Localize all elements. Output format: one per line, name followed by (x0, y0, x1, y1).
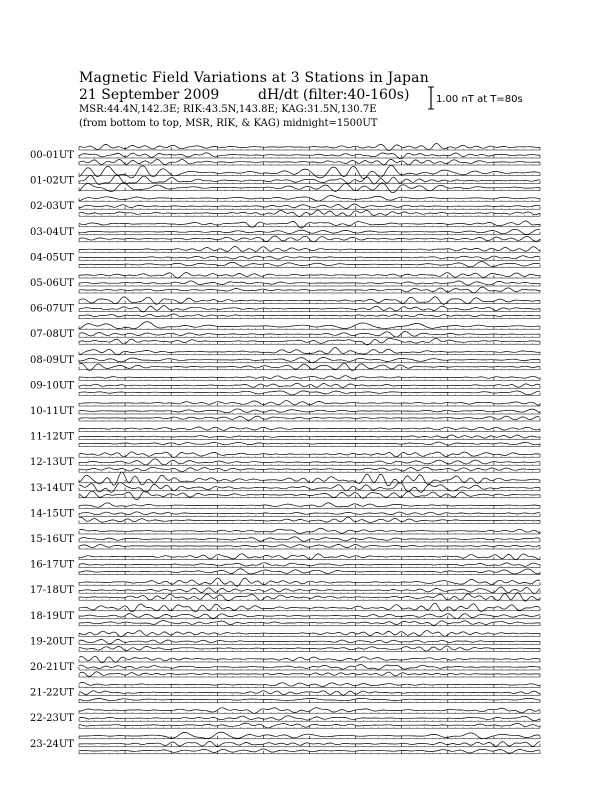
hour-panel (30, 144, 540, 166)
hour-label: 11-12UT (30, 431, 74, 443)
hour-label: 13-14UT (30, 482, 74, 494)
hour-panel (30, 376, 540, 396)
hour-label: 18-19UT (30, 610, 74, 622)
hour-panel (30, 656, 540, 677)
hour-label: 22-23UT (30, 713, 74, 725)
hour-panel (30, 732, 540, 754)
hour-panel (30, 472, 540, 500)
hour-panel (30, 554, 540, 575)
hour-panel (30, 528, 540, 549)
hour-panel (30, 682, 540, 702)
hour-panel (30, 708, 540, 729)
hour-panel (30, 165, 540, 192)
scale-label: 1.00 nT at T=80s (436, 94, 523, 105)
hour-panel (30, 631, 540, 652)
hour-panel (30, 401, 540, 421)
station-coordinates: MSR:44.4N,142.3E; RIK:43.5N,143.8E; KAG:31.5N,130.7E (79, 104, 377, 115)
hour-label: 00-01UT (30, 150, 74, 161)
hour-panel (30, 196, 540, 217)
hour-label: 14-15UT (30, 508, 74, 520)
hour-panel (30, 297, 540, 319)
hour-panel (30, 347, 540, 370)
hour-label: 21-22UT (30, 687, 74, 699)
hour-panel (30, 452, 540, 473)
hour-label: 02-03UT (30, 201, 74, 213)
hour-label: 17-18UT (30, 585, 74, 597)
hour-label: 20-21UT (30, 662, 74, 673)
hour-label: 12-13UT (30, 457, 74, 469)
hour-panel (30, 603, 540, 626)
hour-label: 15-16UT (30, 534, 74, 545)
hour-label: 01-02UT (30, 175, 74, 187)
hour-panel (30, 503, 540, 524)
hour-label: 05-06UT (30, 278, 74, 289)
chart-date: 21 September 2009 (79, 87, 220, 103)
hour-label: 06-07UT (30, 303, 74, 315)
station-trace-KAG (79, 165, 540, 178)
station-trace-RIK (79, 563, 540, 567)
hour-label: 04-05UT (30, 252, 74, 264)
hour-label: 08-09UT (30, 354, 74, 366)
hour-label: 23-24UT (30, 738, 74, 750)
hour-panel (30, 578, 540, 601)
station-trace-MSR (79, 491, 540, 500)
station-order-note: (from bottom to top, MSR, RIK, & KAG) midnight=1500UT (79, 118, 378, 129)
hour-panel (30, 427, 540, 447)
chart-title: Magnetic Field Variations at 3 Stations in Japan (79, 70, 429, 86)
hour-label: 07-08UT (30, 329, 74, 341)
hour-label: 19-20UT (30, 636, 74, 648)
station-trace-KAG (79, 472, 540, 486)
hour-panel (30, 221, 540, 242)
hour-label: 03-04UT (30, 226, 74, 238)
chart-parameter: dH/dt (filter:40-160s) (258, 87, 410, 103)
hour-panel (30, 246, 540, 267)
hour-panel (30, 273, 540, 293)
hour-label: 09-10UT (30, 380, 74, 392)
station-trace-KAG (79, 401, 540, 405)
hour-label: 16-17UT (30, 559, 74, 571)
hour-label: 10-11UT (30, 406, 74, 417)
hour-panel (30, 322, 540, 345)
